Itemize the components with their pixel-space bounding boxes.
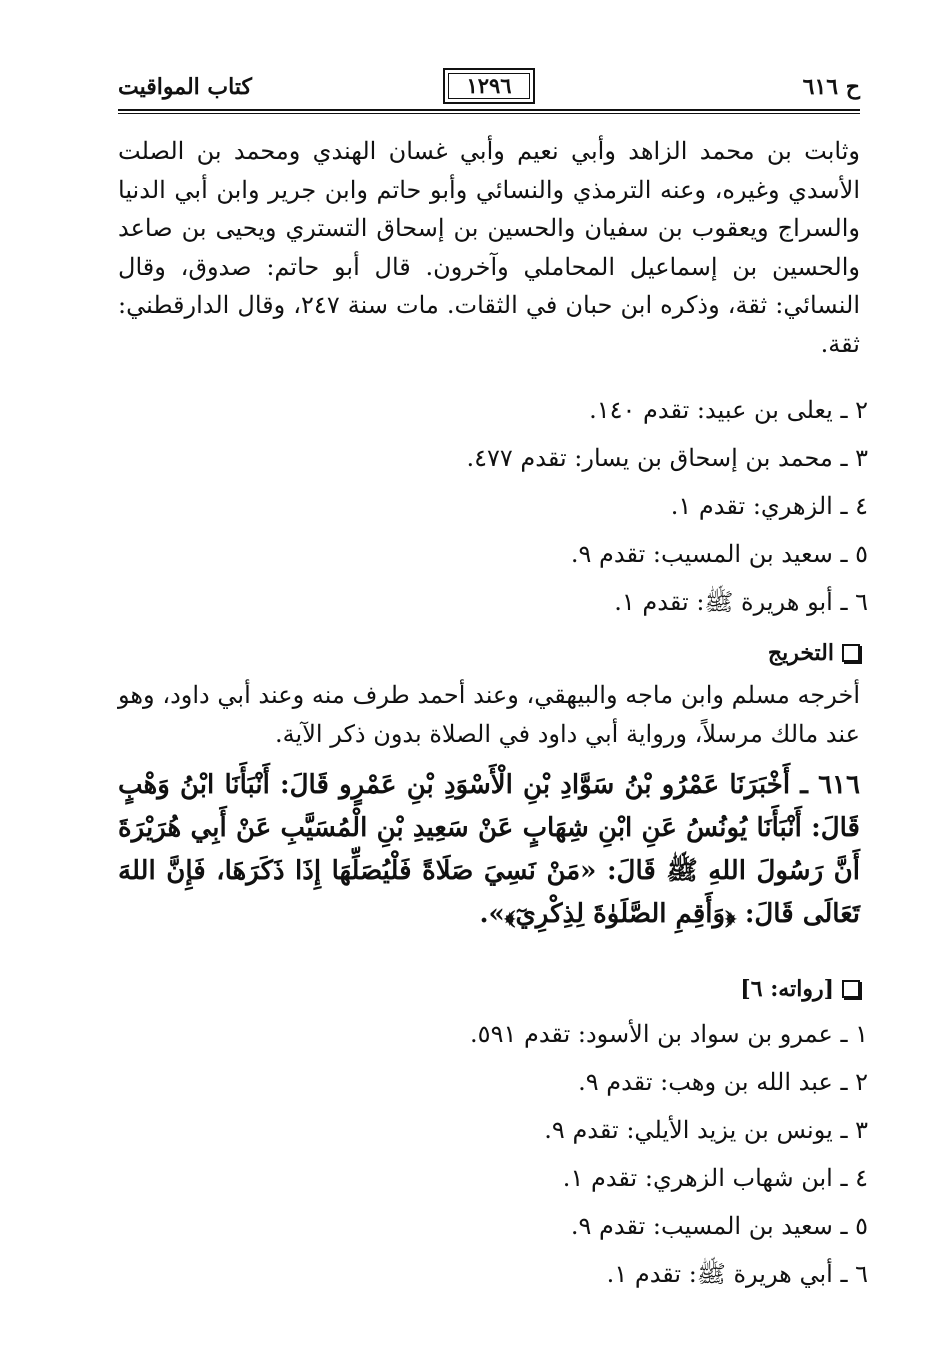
header-rule-thin	[118, 113, 860, 114]
narrators-heading	[740, 976, 860, 1002]
previous-narrators-list	[466, 386, 868, 626]
running-header	[118, 68, 860, 108]
list-item: ٢ ـ عبد الله بن وهب: تقدم ٩.	[578, 1068, 868, 1096]
page-number: ١٢٩٦	[443, 68, 535, 104]
hadith-reference: ح ٦١٦	[802, 74, 860, 100]
takhrij-heading-label: التخريج	[767, 640, 834, 666]
list-item: ٤ ـ الزهري: تقدم ١.	[670, 492, 868, 520]
list-item: ٣ ـ يونس بن يزيد الأيلي: تقدم ٩.	[544, 1116, 868, 1144]
book-title: كتاب المواقيت	[118, 74, 252, 100]
list-item: ٣ ـ محمد بن إسحاق بن يسار: تقدم ٤٧٧.	[466, 444, 868, 472]
list-item: ٦ ـ أبي هريرة ﷺ: تقدم ١.	[606, 1260, 868, 1288]
list-item: ١ ـ عمرو بن سواد بن الأسود: تقدم ٥٩١.	[470, 1020, 868, 1048]
list-item: ٤ ـ ابن شهاب الزهري: تقدم ١.	[562, 1164, 868, 1192]
list-item: ٥ ـ سعيد بن المسيب: تقدم ٩.	[570, 1212, 868, 1240]
takhrij-heading	[768, 640, 860, 666]
takhrij-text: أخرجه مسلم وابن ماجه والبيهقي، وعند أحمد طرف منه وعند أبي داود، وهو عند مالك مرسلاً، ورواية أبي داود في الصلاة بدون ذكر الآية.	[118, 681, 860, 748]
narrators-heading-label: [رواته: ٦]	[740, 976, 834, 1002]
biography-paragraph: وثابت بن محمد الزاهد وأبي نعيم وأبي غسان الهندي ومحمد بن الصلت الأسدي وغيره، وعنه الترمذي والنسائي وأبو حاتم وابن جرير وابن أبي الدنيا والسراج ويعقوب بن سفيان والحسين بن إسحاق التستري ويحيى بن صاعد والحسين بن إسماعيل المحاملي وآخرون. قال أبو حاتم: صدوق، وقال النسائي: ثقة، وذكره ابن حبان في الثقات. مات سنة ٢٤٧، وقال الدارقطني: ثقة.	[118, 137, 860, 358]
list-item: ٦ ـ أبو هريرة ﷺ: تقدم ١.	[614, 588, 868, 616]
square-bullet-icon	[842, 644, 860, 662]
header-rule	[118, 109, 860, 111]
list-item: ٥ ـ سعيد بن المسيب: تقدم ٩.	[570, 540, 868, 568]
list-item: ٢ ـ يعلى بن عبيد: تقدم ١٤٠.	[589, 396, 868, 424]
square-bullet-icon	[842, 980, 860, 998]
narrators-list	[470, 1010, 868, 1298]
hadith-text: ٦١٦ ـ أَخْبَرَنَا عَمْرُو بْنُ سَوَّادِ بْنِ الْأَسْوَدِ بْنِ عَمْرٍو قَالَ: أَنْبَأَنَا ابْنُ وَهْبٍ قَالَ: أَنْبَأَنَا يُونُسُ عَنِ ابْنِ شِهَابٍ عَنْ سَعِيدِ بْنِ الْمُسَيَّبِ عَنْ أَبِي هُرَيْرَةَ أَنَّ رَسُولَ اللهِ ﷺ قَالَ: «مَنْ نَسِيَ صَلَاةً فَلْيُصَلِّهَا إِذَا ذَكَرَهَا، فَإِنَّ اللهَ تَعَالَى قَالَ: ﴿وَأَقِمِ الصَّلَوٰةَ لِذِكْرِيٓ﴾».	[118, 770, 860, 929]
